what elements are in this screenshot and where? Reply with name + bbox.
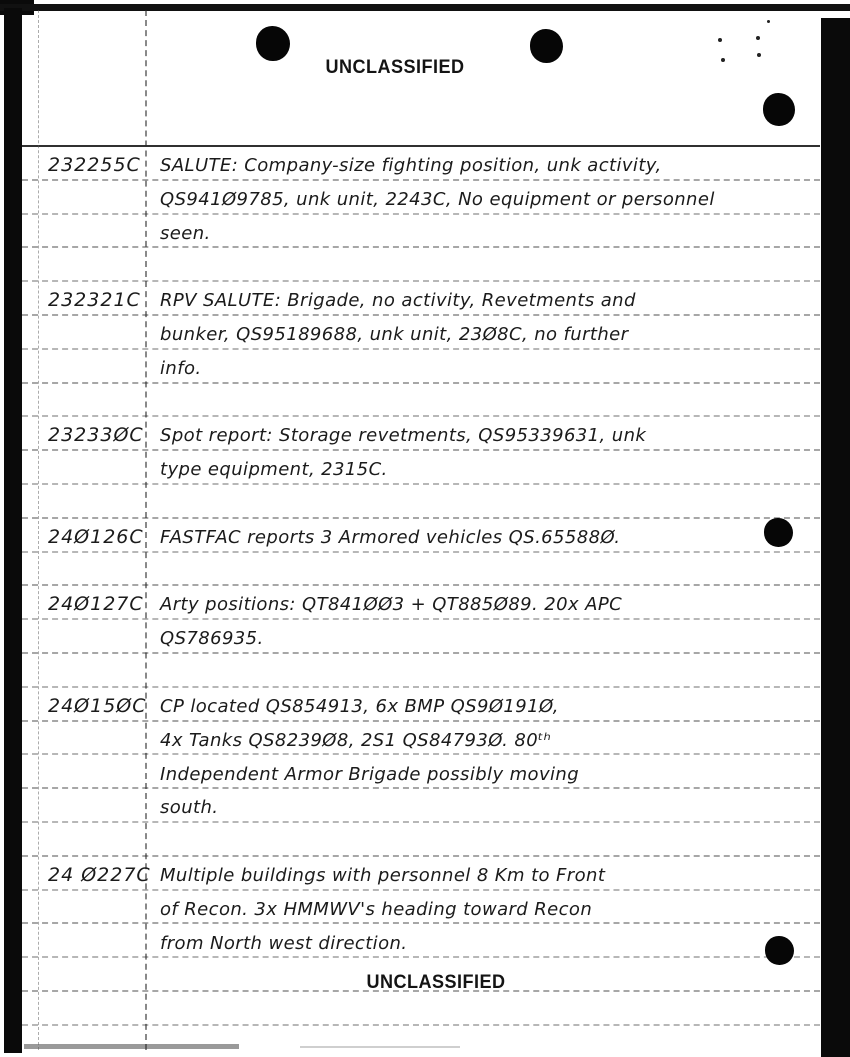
entry-text-line: of Recon. 3x HMMWV's heading toward Recon [160, 898, 593, 920]
entry-text-line: 4x Tanks QS8239Ø8, 2S1 QS84793Ø. 80ᵗʰ [160, 729, 552, 751]
entry-body [160, 284, 815, 385]
entry-body [160, 521, 815, 555]
hole-punch-dot [763, 93, 795, 126]
entry-datetime-group: 232321C [48, 289, 141, 311]
entry-text-line: type equipment, 2315C. [160, 458, 388, 480]
scan-right-edge [821, 18, 850, 1057]
scan-top-edge [0, 4, 850, 11]
entry-body [160, 859, 815, 960]
entry-datetime-group: 24Ø15ØC [48, 695, 147, 717]
ruled-line [22, 517, 820, 519]
entry-text-line: FASTFAC reports 3 Armored vehicles QS.65588Ø. [160, 527, 621, 548]
entry-text-line: CP located QS854913, 6x BMP QS9Ø191Ø, [160, 696, 559, 717]
entry-datetime-group: 24 Ø227C [48, 864, 151, 886]
scan-speck [767, 20, 770, 23]
entry-body [160, 419, 815, 487]
entry-text-line: RPV SALUTE: Brigade, no activity, Revetments and [160, 290, 636, 311]
scan-speck [718, 38, 722, 42]
margin-line [38, 10, 39, 1050]
scan-left-edge [4, 8, 22, 1053]
entry-body [160, 149, 815, 250]
entry-text-line: from North west direction. [160, 932, 408, 954]
ruled-line [22, 584, 820, 586]
entry-text-line: south. [160, 797, 219, 819]
entry-datetime-group: 232255C [48, 154, 141, 176]
entry-text-line: Spot report: Storage revetments, QS95339631, unk [160, 425, 647, 446]
ruled-line [22, 1024, 820, 1026]
scan-bottom-smudge [24, 1044, 239, 1049]
classification-banner-bottom: UNCLASSIFIED [366, 972, 506, 993]
ruled-line [22, 280, 820, 282]
entry-text-line: bunker, QS95189688, unk unit, 23Ø8C, no further [160, 323, 629, 345]
ruled-line [22, 686, 820, 688]
ruled-line [22, 415, 820, 417]
entry-text-line: Arty positions: QT841ØØ3 + QT885Ø89. 20x APC [160, 594, 623, 615]
ruled-line [22, 145, 820, 147]
entry-text-line: QS786935. [160, 627, 264, 649]
hole-punch-dot [256, 26, 290, 61]
entry-text-line: seen. [160, 222, 211, 244]
scan-speck [756, 36, 760, 40]
entry-text-line: Multiple buildings with personnel 8 Km to Front [160, 865, 606, 886]
scan-bottom-smudge [300, 1046, 460, 1048]
entry-text-line: info. [160, 357, 202, 379]
classification-banner-top: UNCLASSIFIED [325, 57, 465, 78]
entry-body [160, 690, 815, 825]
entry-body [160, 588, 815, 656]
ruled-line [22, 855, 820, 857]
entry-text-line: SALUTE: Company-size fighting position, unk activity, [160, 155, 662, 176]
entry-text-line: QS941Ø9785, unk unit, 2243C, No equipment or personnel [160, 188, 715, 210]
entry-datetime-group: 24Ø126C [48, 526, 144, 548]
entry-text-line: Independent Armor Brigade possibly moving [160, 763, 580, 785]
entry-datetime-group: 24Ø127C [48, 593, 144, 615]
entry-datetime-group: 23233ØC [48, 424, 144, 446]
